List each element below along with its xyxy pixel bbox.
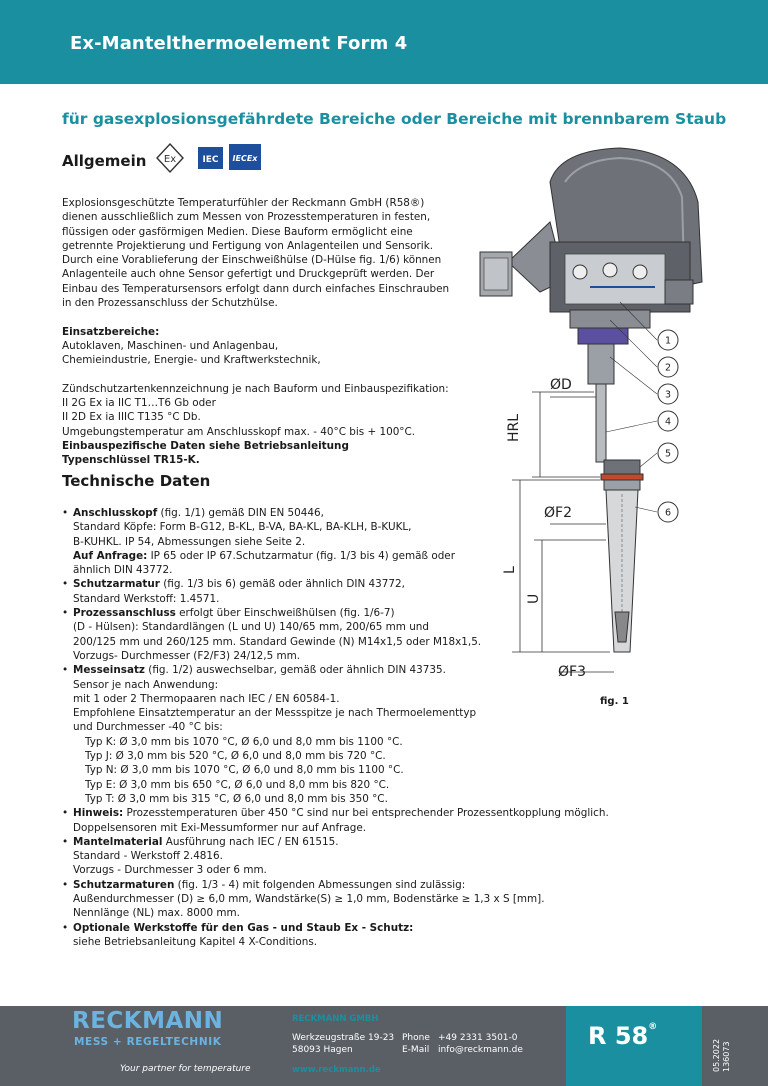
ex-logo-text: Ex	[163, 154, 177, 165]
list-item: • Mantelmaterial Ausführung nach IEC / EN 61515. Standard - Werkstoff 2.4816. Vorzugs - Durchmesser 3 oder 6 mm.	[62, 835, 562, 878]
dim-of3-label: ØF3	[558, 664, 586, 680]
item-text: (fig. 1/3 bis 6) gemäß oder ähnlich DIN 43772,	[159, 578, 405, 591]
dim-hrl-label: HRL	[506, 413, 522, 442]
list-item: • Anschlusskopf (fig. 1/1) gemäß DIN EN 50446, Standard Köpfe: Form B-G12, B-KL, B-VA, BA-KL, BA-KLH, B-KUKL, B-KUHKL. IP 54, Abmessungen siehe Seite 2. Auf Anfrage: IP 65 oder IP 67.Schutzarmatur (fig. 1/3 bis 4) gemäß oder ähnlich DIN 43772.	[62, 506, 562, 577]
item-text: Standard - Werkstoff 2.4816.	[73, 850, 223, 863]
iecex-logo-text: IECEx	[232, 154, 258, 163]
footer-website-link[interactable]: www.reckmann.de	[292, 1065, 381, 1075]
ex-logo	[157, 144, 183, 172]
page-header	[0, 0, 768, 84]
figure-caption: fig. 1	[600, 696, 629, 707]
item-title: Schutzarmatur	[73, 578, 160, 591]
list-item: • Optionale Werkstoffe für den Gas - und Staub Ex - Schutz: siehe Betriebsanleitung Kapitel 4 X-Conditions.	[62, 921, 562, 950]
item-text: Standard Werkstoff: 1.4571.	[73, 592, 220, 605]
type-line: Typ J: Ø 3,0 mm bis 520 °C, Ø 6,0 und 8,0 mm bis 720 °C.	[85, 750, 386, 763]
extension-tube	[588, 344, 614, 462]
item-text: erfolgt über Einschweißhülsen (fig. 1/6-7)	[175, 607, 395, 620]
item-text: Nennlänge (NL) max. 8000 mm.	[73, 907, 240, 920]
item-title: Mantelmaterial	[73, 835, 163, 848]
footer-contact-labels	[402, 1033, 430, 1056]
email-link[interactable]: info@reckmann.de	[438, 1044, 523, 1055]
callout-3-label: 3	[664, 389, 672, 401]
general-paragraph: Explosionsgeschützte Temperaturfühler der Reckmann GmbH (R58®) dienen ausschließlich zum Messen von Prozesstemperaturen in festen, flüssigen oder gasförmigen Medien. Diese Bauform ermöglicht eine getrennte Projektierung und Fertigung von Anlagenteilen und Sensorik. Durch eine Vorablieferung der Einschweißhülse (D-Hülse fig. 1/6) können Anlagenteile auch ohne Sensor gefertigt und Druckgeprüft werden. Der Einbau des Temperatursensors erfolgt dann durch einfaches Einschrauben in den Prozessanschluss der Schutzhülse.	[62, 197, 450, 310]
item-text: Vorzugs - Durchmesser 3 oder 6 mm.	[73, 864, 267, 877]
callout-6-label: 6	[664, 507, 672, 519]
callout-2-label: 2	[664, 362, 672, 374]
type-line: Typ T: Ø 3,0 mm bis 315 °C, Ø 6,0 und 8,0 mm bis 350 °C.	[85, 792, 388, 805]
callout-5-label: 5	[664, 448, 672, 460]
item-text: Vorzugs- Durchmesser (F2/F3) 24/12,5 mm.	[73, 649, 301, 662]
ignition-line: II 2D Ex ia IIIC T135 °C Db.	[62, 411, 201, 424]
page-title: Ex-Mantelthermoelement Form 4	[70, 33, 408, 54]
item-text: (fig. 1/3 - 4) mit folgenden Abmessungen sind zulässig:	[174, 878, 466, 891]
footer-street: Werkzeugstraße 19-23	[292, 1033, 395, 1043]
thermowell	[606, 490, 638, 652]
iec-logo-text: IEC	[202, 155, 219, 165]
item-title: Messeinsatz	[73, 664, 145, 677]
list-item: • Messeinsatz (fig. 1/2) auswechselbar, gemäß oder ähnlich DIN 43735. Sensor je nach Anwendung: mit 1 oder 2 Thermopaaren nach IEC / EN 60584-1. Empfohlene Einsatztemperatur an der Messspitze je nach Thermoelementtyp und Durchmesser -40 °C bis: Typ K: Ø 3,0 mm bis 1070 °C, Ø 6,0 und 8,0 mm bis 1100 °C. Typ J: Ø 3,0 mm bis 520 °C, Ø 6,0 und 8,0 mm bis 720 °C. Typ N: Ø 3,0 mm bis 1070 °C, Ø 6,0 und 8,0 mm bis 1100 °C. Typ E: Ø 3,0 mm bis 650 °C, Ø 6,0 und 8,0 mm bis 820 °C. Typ T: Ø 3,0 mm bis 315 °C, Ø 6,0 und 8,0 mm bis 350 °C.	[62, 663, 562, 806]
company-tagline: Your partner for temperature	[120, 1064, 251, 1074]
page-subtitle: für gasexplosionsgefährdete Bereiche oder Bereiche mit brennbarem Staub	[62, 110, 727, 128]
callout-1-label: 1	[664, 335, 672, 347]
type-line: Typ K: Ø 3,0 mm bis 1070 °C, Ø 6,0 und 8,0 mm bis 1100 °C.	[85, 735, 403, 748]
section-heading-tech: Technische Daten	[62, 472, 211, 490]
phone-value: +49 2331 3501-0	[438, 1033, 518, 1043]
iec-logo	[198, 147, 223, 169]
list-item: • Schutzarmatur (fig. 1/3 bis 6) gemäß oder ähnlich DIN 43772, Standard Werkstoff: 1.4571.	[62, 577, 562, 606]
company-logo-sub: MESS + REGELTECHNIK	[74, 1036, 222, 1048]
footer-address	[292, 1033, 394, 1056]
dim-u-label: U	[526, 593, 542, 604]
item-text: (fig. 1/2) auswechselbar, gemäß oder ähnlich DIN 43735.	[144, 664, 446, 677]
item-title: Anschlusskopf	[73, 507, 158, 519]
phone-label: Phone	[402, 1033, 430, 1043]
connection-head	[480, 148, 702, 344]
item-text: ähnlich DIN 43772.	[73, 564, 173, 577]
item-text: Sensor je nach Anwendung:	[73, 678, 219, 691]
areas-line: Autoklaven, Maschinen- und Anlagenbau,	[62, 339, 279, 352]
type-line: Typ E: Ø 3,0 mm bis 650 °C, Ø 6,0 und 8,0 mm bis 820 °C.	[85, 778, 390, 791]
certification-logos	[156, 142, 266, 174]
technical-drawing	[470, 142, 710, 697]
item-text: Außendurchmesser (D) ≥ 6,0 mm, Wandstärke(S) ≥ 1,0 mm, Bodenstärke ≥ 1,3 x S [mm].	[73, 893, 545, 906]
item-title: Optionale Werkstoffe für den Gas - und Staub Ex - Schutz:	[73, 921, 414, 934]
brand-mark	[588, 1022, 657, 1050]
document-version	[712, 1039, 732, 1072]
callout-4-label: 4	[664, 416, 672, 428]
type-line: Typ N: Ø 3,0 mm bis 1070 °C, Ø 6,0 und 8,0 mm bis 1100 °C.	[85, 764, 404, 777]
item-text: Empfohlene Einsatztemperatur an der Messspitze je nach Thermoelementtyp	[73, 707, 477, 720]
email-label: E-Mail	[402, 1044, 430, 1055]
footer-city: 58093 Hagen	[292, 1044, 353, 1055]
process-connection	[601, 460, 643, 490]
ignition-line: Umgebungstemperatur am Anschlusskopf max. - 40°C bis + 100°C.	[62, 425, 416, 438]
ignition-line: Zündschutzartenkennzeichnung je nach Bauform und Einbauspezifikation:	[62, 382, 449, 395]
doc-code: 136073	[722, 1041, 731, 1072]
item-text: Ausführung nach IEC / EN 61515.	[162, 835, 339, 848]
item-text: IP 65 oder IP 67.Schutzarmatur (fig. 1/3 bis 4) gemäß oder	[147, 549, 455, 562]
general-text	[62, 196, 452, 468]
areas-line: Chemieindustrie, Energie- und Kraftwerkstechnik,	[62, 354, 321, 367]
ignition-line: II 2G Ex ia IIC T1…T6 Gb oder	[62, 397, 216, 410]
iecex-logo	[229, 144, 261, 170]
item-text: Doppelsensoren mit Exi-Messumformer nur auf Anfrage.	[73, 821, 367, 834]
item-text: siehe Betriebsanleitung Kapitel 4 X-Conditions.	[73, 935, 318, 948]
list-item: • Schutzarmaturen (fig. 1/3 - 4) mit folgenden Abmessungen sind zulässig: Außendurchmesser (D) ≥ 6,0 mm, Wandstärke(S) ≥ 1,0 mm, Bodenstärke ≥ 1,3 x S [mm]. Nennlänge (NL) max. 8000 mm.	[62, 878, 562, 921]
areas-title: Einsatzbereiche:	[62, 325, 160, 338]
dim-of2-label: ØF2	[544, 505, 572, 521]
dim-l-label: L	[502, 566, 518, 574]
brand-reg: ®	[648, 1022, 658, 1032]
item-text: B-KUHKL. IP 54, Abmessungen siehe Seite 2.	[73, 535, 306, 548]
note-line: Typenschlüssel TR15-K.	[62, 454, 200, 467]
footer-contact-values	[438, 1033, 523, 1056]
item-text: 200/125 mm und 260/125 mm. Standard Gewinde (N) M14x1,5 oder M18x1,5.	[73, 635, 482, 648]
item-text: Prozesstemperaturen über 450 °C sind nur bei entsprechender Prozessentkopplung möglich.	[123, 807, 609, 820]
doc-date: 05.2022	[712, 1038, 721, 1072]
list-item: • Hinweis: Prozesstemperaturen über 450 °C sind nur bei entsprechender Prozessentkopplung möglich. Doppelsensoren mit Exi-Messumformer nur auf Anfrage.	[62, 807, 609, 834]
item-text: (D - Hülsen): Standardlängen (L und U) 140/65 mm, 200/65 mm und	[73, 621, 429, 634]
item-title: Hinweis:	[73, 807, 124, 820]
item-title: Schutzarmaturen	[73, 878, 175, 891]
section-heading-general: Allgemein	[62, 152, 147, 170]
dim-od-label: ØD	[550, 377, 572, 393]
footer-company: RECKMANN GMBH	[292, 1014, 379, 1024]
item-text: mit 1 oder 2 Thermopaaren nach IEC / EN 60584-1.	[73, 692, 340, 705]
item-title: Prozessanschluss	[73, 607, 176, 620]
brand-text: R 58	[588, 1022, 649, 1050]
item-text: (fig. 1/1) gemäß DIN EN 50446,	[157, 507, 324, 519]
item-text: und Durchmesser -40 °C bis:	[73, 721, 223, 734]
list-item: • Prozessanschluss erfolgt über Einschweißhülsen (fig. 1/6-7) (D - Hülsen): Standardlängen (L und U) 140/65 mm, 200/65 mm und 200/125 mm und 260/125 mm. Standard Gewinde (N) M14x1,5 oder M18x1,5. Vorzugs- Durchmesser (F2/F3) 24/12,5 mm.	[62, 606, 562, 663]
company-logo: RECKMANN	[72, 1008, 224, 1034]
note-line: Einbauspezifische Daten siehe Betriebsanleitung	[62, 440, 349, 453]
item-title: Auf Anfrage:	[73, 549, 148, 562]
dimension-labels	[502, 377, 586, 680]
item-text: Standard Köpfe: Form B-G12, B-KL, B-VA, BA-KL, BA-KLH, B-KUKL,	[73, 521, 412, 534]
